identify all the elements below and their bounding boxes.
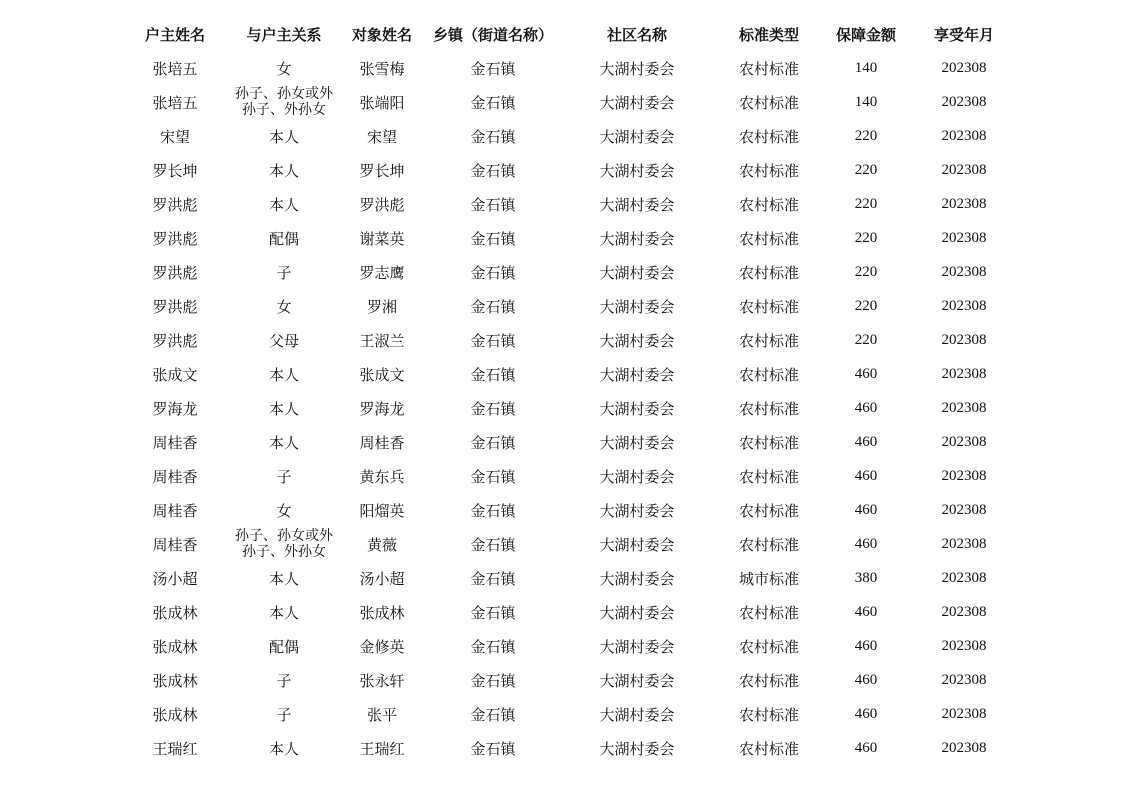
standard-type-cell: 农村标准 bbox=[738, 263, 799, 282]
beneficiary-name-cell: 张平 bbox=[366, 705, 397, 724]
beneficiary-name-cell: 罗湘 bbox=[366, 297, 397, 316]
amount-cell: 460 bbox=[854, 739, 878, 756]
beneficiary-name-cell: 汤小超 bbox=[359, 569, 405, 588]
amount-cell: 220 bbox=[854, 263, 878, 280]
beneficiary-name-cell: 张永轩 bbox=[359, 671, 405, 690]
community-cell: 大湖村委会 bbox=[599, 603, 675, 622]
relation-cell: 本人 bbox=[268, 365, 299, 384]
table-row bbox=[115, 493, 1015, 527]
community-cell: 大湖村委会 bbox=[599, 263, 675, 282]
standard-type-cell: 农村标准 bbox=[738, 365, 799, 384]
period-cell: 202308 bbox=[941, 399, 987, 416]
amount-cell: 220 bbox=[854, 195, 878, 212]
relation-cell: 本人 bbox=[268, 603, 299, 622]
relation-cell: 子 bbox=[276, 263, 292, 282]
community-cell: 大湖村委会 bbox=[599, 433, 675, 452]
relation-cell: 配偶 bbox=[268, 229, 299, 248]
beneficiary-table-sheet bbox=[115, 17, 1015, 765]
beneficiary-name-cell: 张端阳 bbox=[359, 93, 405, 112]
standard-type-cell: 农村标准 bbox=[738, 433, 799, 452]
beneficiary-name-cell: 金修英 bbox=[359, 637, 405, 656]
standard-type-cell: 农村标准 bbox=[738, 671, 799, 690]
amount-cell: 460 bbox=[854, 467, 878, 484]
table-row bbox=[115, 527, 1015, 561]
period-cell: 202308 bbox=[941, 161, 987, 178]
standard-type-cell: 农村标准 bbox=[738, 501, 799, 520]
householder-name-cell: 王瑞红 bbox=[152, 739, 198, 758]
town-cell: 金石镇 bbox=[470, 603, 516, 622]
table-row bbox=[115, 255, 1015, 289]
community-cell: 大湖村委会 bbox=[599, 637, 675, 656]
town-cell: 金石镇 bbox=[470, 671, 516, 690]
relation-cell: 孙子、孙女或外孙子、外孙女 bbox=[235, 86, 333, 118]
standard-type-cell: 农村标准 bbox=[738, 229, 799, 248]
table-row bbox=[115, 187, 1015, 221]
town-cell: 金石镇 bbox=[470, 161, 516, 180]
town-cell: 金石镇 bbox=[470, 297, 516, 316]
householder-name-cell: 罗长坤 bbox=[152, 161, 198, 180]
relation-cell: 子 bbox=[276, 467, 292, 486]
table-row bbox=[115, 425, 1015, 459]
period-cell: 202308 bbox=[941, 637, 987, 654]
amount-cell: 380 bbox=[854, 569, 878, 586]
beneficiary-name-cell: 王瑞红 bbox=[359, 739, 405, 758]
householder-name-cell: 周桂香 bbox=[152, 501, 198, 520]
col-header-town: 乡镇（街道名称） bbox=[432, 25, 553, 44]
amount-cell: 220 bbox=[854, 127, 878, 144]
beneficiary-name-cell: 王淑兰 bbox=[359, 331, 405, 350]
relation-cell: 孙子、孙女或外孙子、外孙女 bbox=[235, 528, 333, 560]
period-cell: 202308 bbox=[941, 365, 987, 382]
beneficiary-name-cell: 阳熘英 bbox=[359, 501, 405, 520]
householder-name-cell: 周桂香 bbox=[152, 433, 198, 452]
town-cell: 金石镇 bbox=[470, 93, 516, 112]
col-header-community: 社区名称 bbox=[606, 25, 667, 44]
amount-cell: 460 bbox=[854, 603, 878, 620]
householder-name-cell: 罗洪彪 bbox=[152, 229, 198, 248]
town-cell: 金石镇 bbox=[470, 705, 516, 724]
period-cell: 202308 bbox=[941, 263, 987, 280]
standard-type-cell: 农村标准 bbox=[738, 59, 799, 78]
period-cell: 202308 bbox=[941, 433, 987, 450]
period-cell: 202308 bbox=[941, 705, 987, 722]
beneficiary-name-cell: 黄东兵 bbox=[359, 467, 405, 486]
relation-cell: 本人 bbox=[268, 127, 299, 146]
amount-cell: 140 bbox=[854, 59, 878, 76]
beneficiary-name-cell: 罗海龙 bbox=[359, 399, 405, 418]
town-cell: 金石镇 bbox=[470, 569, 516, 588]
householder-name-cell: 张成文 bbox=[152, 365, 198, 384]
town-cell: 金石镇 bbox=[470, 229, 516, 248]
amount-cell: 220 bbox=[854, 331, 878, 348]
relation-cell: 本人 bbox=[268, 195, 299, 214]
table-row bbox=[115, 663, 1015, 697]
standard-type-cell: 农村标准 bbox=[738, 127, 799, 146]
householder-name-cell: 张成林 bbox=[152, 705, 198, 724]
col-header-standard-type: 标准类型 bbox=[738, 25, 799, 44]
town-cell: 金石镇 bbox=[470, 467, 516, 486]
town-cell: 金石镇 bbox=[470, 195, 516, 214]
period-cell: 202308 bbox=[941, 229, 987, 246]
table-row bbox=[115, 85, 1015, 119]
householder-name-cell: 罗洪彪 bbox=[152, 195, 198, 214]
relation-cell: 本人 bbox=[268, 161, 299, 180]
table-row bbox=[115, 221, 1015, 255]
table-row bbox=[115, 391, 1015, 425]
town-cell: 金石镇 bbox=[470, 501, 516, 520]
relation-cell: 女 bbox=[276, 297, 292, 316]
standard-type-cell: 农村标准 bbox=[738, 603, 799, 622]
amount-cell: 460 bbox=[854, 637, 878, 654]
community-cell: 大湖村委会 bbox=[599, 501, 675, 520]
table-row bbox=[115, 459, 1015, 493]
table-row bbox=[115, 289, 1015, 323]
standard-type-cell: 农村标准 bbox=[738, 195, 799, 214]
householder-name-cell: 张培五 bbox=[152, 59, 198, 78]
community-cell: 大湖村委会 bbox=[599, 331, 675, 350]
householder-name-cell: 罗海龙 bbox=[152, 399, 198, 418]
period-cell: 202308 bbox=[941, 467, 987, 484]
relation-cell: 女 bbox=[276, 501, 292, 520]
community-cell: 大湖村委会 bbox=[599, 705, 675, 724]
amount-cell: 460 bbox=[854, 705, 878, 722]
col-header-householder-name: 户主姓名 bbox=[144, 25, 205, 44]
householder-name-cell: 张成林 bbox=[152, 603, 198, 622]
householder-name-cell: 张成林 bbox=[152, 671, 198, 690]
amount-cell: 460 bbox=[854, 433, 878, 450]
table-row bbox=[115, 323, 1015, 357]
table-row bbox=[115, 629, 1015, 663]
period-cell: 202308 bbox=[941, 603, 987, 620]
town-cell: 金石镇 bbox=[470, 535, 516, 554]
town-cell: 金石镇 bbox=[470, 59, 516, 78]
table-body bbox=[115, 51, 1015, 765]
amount-cell: 460 bbox=[854, 671, 878, 688]
beneficiary-name-cell: 张成文 bbox=[359, 365, 405, 384]
period-cell: 202308 bbox=[941, 569, 987, 586]
period-cell: 202308 bbox=[941, 127, 987, 144]
beneficiary-name-cell: 张成林 bbox=[359, 603, 405, 622]
period-cell: 202308 bbox=[941, 535, 987, 552]
community-cell: 大湖村委会 bbox=[599, 229, 675, 248]
beneficiary-name-cell: 罗志鹰 bbox=[359, 263, 405, 282]
amount-cell: 460 bbox=[854, 365, 878, 382]
beneficiary-name-cell: 罗洪彪 bbox=[359, 195, 405, 214]
table-row bbox=[115, 119, 1015, 153]
amount-cell: 220 bbox=[854, 297, 878, 314]
town-cell: 金石镇 bbox=[470, 127, 516, 146]
relation-cell: 子 bbox=[276, 671, 292, 690]
period-cell: 202308 bbox=[941, 501, 987, 518]
col-header-beneficiary-name: 对象姓名 bbox=[351, 25, 412, 44]
col-header-relation: 与户主关系 bbox=[246, 25, 322, 44]
standard-type-cell: 农村标准 bbox=[738, 637, 799, 656]
table-header-row bbox=[115, 17, 1015, 51]
town-cell: 金石镇 bbox=[470, 739, 516, 758]
community-cell: 大湖村委会 bbox=[599, 195, 675, 214]
community-cell: 大湖村委会 bbox=[599, 739, 675, 758]
table-row bbox=[115, 357, 1015, 391]
relation-cell: 本人 bbox=[268, 569, 299, 588]
town-cell: 金石镇 bbox=[470, 637, 516, 656]
relation-cell: 本人 bbox=[268, 739, 299, 758]
standard-type-cell: 农村标准 bbox=[738, 705, 799, 724]
standard-type-cell: 农村标准 bbox=[738, 331, 799, 350]
community-cell: 大湖村委会 bbox=[599, 59, 675, 78]
table-row bbox=[115, 153, 1015, 187]
table-row bbox=[115, 51, 1015, 85]
period-cell: 202308 bbox=[941, 59, 987, 76]
period-cell: 202308 bbox=[941, 93, 987, 110]
town-cell: 金石镇 bbox=[470, 399, 516, 418]
beneficiary-name-cell: 谢菜英 bbox=[359, 229, 405, 248]
community-cell: 大湖村委会 bbox=[599, 127, 675, 146]
period-cell: 202308 bbox=[941, 297, 987, 314]
col-header-period: 享受年月 bbox=[933, 25, 994, 44]
standard-type-cell: 农村标准 bbox=[738, 297, 799, 316]
amount-cell: 460 bbox=[854, 399, 878, 416]
householder-name-cell: 周桂香 bbox=[152, 535, 198, 554]
period-cell: 202308 bbox=[941, 331, 987, 348]
beneficiary-name-cell: 罗长坤 bbox=[359, 161, 405, 180]
community-cell: 大湖村委会 bbox=[599, 569, 675, 588]
community-cell: 大湖村委会 bbox=[599, 297, 675, 316]
community-cell: 大湖村委会 bbox=[599, 535, 675, 554]
town-cell: 金石镇 bbox=[470, 433, 516, 452]
amount-cell: 460 bbox=[854, 535, 878, 552]
relation-cell: 父母 bbox=[268, 331, 299, 350]
standard-type-cell: 农村标准 bbox=[738, 161, 799, 180]
period-cell: 202308 bbox=[941, 739, 987, 756]
col-header-amount: 保障金额 bbox=[835, 25, 896, 44]
standard-type-cell: 农村标准 bbox=[738, 467, 799, 486]
table-row bbox=[115, 561, 1015, 595]
householder-name-cell: 张培五 bbox=[152, 93, 198, 112]
town-cell: 金石镇 bbox=[470, 263, 516, 282]
community-cell: 大湖村委会 bbox=[599, 365, 675, 384]
town-cell: 金石镇 bbox=[470, 331, 516, 350]
town-cell: 金石镇 bbox=[470, 365, 516, 384]
amount-cell: 220 bbox=[854, 229, 878, 246]
community-cell: 大湖村委会 bbox=[599, 93, 675, 112]
relation-cell: 女 bbox=[276, 59, 292, 78]
beneficiary-name-cell: 张雪梅 bbox=[359, 59, 405, 78]
period-cell: 202308 bbox=[941, 671, 987, 688]
standard-type-cell: 城市标准 bbox=[738, 569, 799, 588]
beneficiary-table bbox=[115, 17, 1015, 765]
amount-cell: 140 bbox=[854, 93, 878, 110]
community-cell: 大湖村委会 bbox=[599, 467, 675, 486]
amount-cell: 460 bbox=[854, 501, 878, 518]
relation-cell: 本人 bbox=[268, 433, 299, 452]
beneficiary-name-cell: 黄薇 bbox=[366, 535, 397, 554]
table-row bbox=[115, 595, 1015, 629]
householder-name-cell: 罗洪彪 bbox=[152, 331, 198, 350]
amount-cell: 220 bbox=[854, 161, 878, 178]
householder-name-cell: 罗洪彪 bbox=[152, 297, 198, 316]
householder-name-cell: 张成林 bbox=[152, 637, 198, 656]
period-cell: 202308 bbox=[941, 195, 987, 212]
householder-name-cell: 汤小超 bbox=[152, 569, 198, 588]
householder-name-cell: 周桂香 bbox=[152, 467, 198, 486]
householder-name-cell: 宋望 bbox=[159, 127, 190, 146]
table-row bbox=[115, 697, 1015, 731]
beneficiary-name-cell: 宋望 bbox=[366, 127, 397, 146]
beneficiary-name-cell: 周桂香 bbox=[359, 433, 405, 452]
standard-type-cell: 农村标准 bbox=[738, 739, 799, 758]
householder-name-cell: 罗洪彪 bbox=[152, 263, 198, 282]
relation-cell: 子 bbox=[276, 705, 292, 724]
table-row bbox=[115, 731, 1015, 765]
standard-type-cell: 农村标准 bbox=[738, 535, 799, 554]
standard-type-cell: 农村标准 bbox=[738, 93, 799, 112]
relation-cell: 配偶 bbox=[268, 637, 299, 656]
community-cell: 大湖村委会 bbox=[599, 671, 675, 690]
community-cell: 大湖村委会 bbox=[599, 161, 675, 180]
community-cell: 大湖村委会 bbox=[599, 399, 675, 418]
relation-cell: 本人 bbox=[268, 399, 299, 418]
standard-type-cell: 农村标准 bbox=[738, 399, 799, 418]
